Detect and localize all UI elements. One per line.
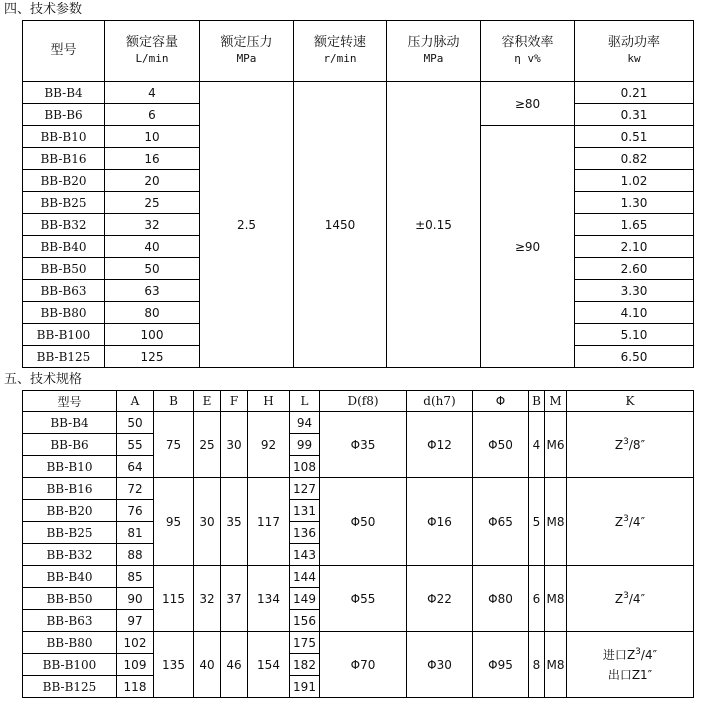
dim-l-cell: 99 [290,434,320,456]
dim-k-cell [567,566,694,632]
thread-base: Z [614,514,624,529]
dim-e-cell: 25 [194,412,221,478]
dim-l-cell: 182 [290,654,320,676]
column-header: F [221,391,248,412]
dim-d-cell: Φ50 [320,478,407,566]
column-header: M [545,391,567,412]
dim-m-cell: M8 [545,632,567,698]
dim-d-small-cell: Φ16 [407,478,473,566]
dim-l-cell: 108 [290,456,320,478]
efficiency-cell: ≥90 [481,126,575,368]
column-header: A [117,391,154,412]
capacity-cell: 16 [105,148,200,170]
thread-fraction: /4″ [640,647,658,662]
dim-h-cell: 134 [248,566,290,632]
dim-b-cell: 75 [154,412,194,478]
dim-a-cell: 50 [117,412,154,434]
dim-phi-cell: Φ80 [473,566,529,632]
column-header: 型号 [23,391,117,412]
model-cell: BB-B125 [23,346,105,368]
dim-m-cell: M8 [545,478,567,566]
column-header-label: 额定压力 [220,35,273,50]
dim-l-cell: 149 [290,588,320,610]
power-cell: 5.10 [575,324,694,346]
table-row [23,566,694,588]
capacity-cell: 100 [105,324,200,346]
model-cell: BB-B80 [23,632,117,654]
column-header-label: 额定转速 [313,35,366,50]
dim-d-small-cell: Φ12 [407,412,473,478]
thread-exponent: 3 [623,513,629,524]
column-header [481,21,575,82]
dim-b-cell: 135 [154,632,194,698]
column-header: E [194,391,221,412]
power-cell: 4.10 [575,302,694,324]
column-header: H [248,391,290,412]
power-cell: 2.60 [575,258,694,280]
capacity-cell: 50 [105,258,200,280]
power-cell: 0.21 [575,82,694,104]
model-cell: BB-B50 [23,258,105,280]
model-cell: BB-B63 [23,280,105,302]
dim-h-cell: 154 [248,632,290,698]
dim-d-cell: Φ55 [320,566,407,632]
dim-phi-cell: Φ95 [473,632,529,698]
thread-base: Z [614,591,624,606]
dim-l-cell: 175 [290,632,320,654]
column-header-unit: L/min [135,52,169,65]
model-cell: BB-B125 [23,676,117,698]
model-cell: BB-B100 [23,324,105,346]
power-cell: 2.10 [575,236,694,258]
model-cell: BB-B25 [23,522,117,544]
column-header: Φ [473,391,529,412]
dim-k-cell [567,632,694,698]
dim-a-cell: 88 [117,544,154,566]
dim-a-cell: 72 [117,478,154,500]
power-cell: 1.30 [575,192,694,214]
dim-e-cell: 32 [194,566,221,632]
thread-spec-line [567,435,693,455]
model-cell: BB-B10 [23,126,105,148]
dim-phi-cell: Φ50 [473,412,529,478]
power-cell: 3.30 [575,280,694,302]
dim-e-cell: 40 [194,632,221,698]
column-header [23,21,105,82]
dim-d-cell: Φ35 [320,412,407,478]
rated-speed-cell: 1450 [294,82,387,368]
dim-b-cell: 95 [154,478,194,566]
dim-l-cell: 131 [290,500,320,522]
power-cell: 0.82 [575,148,694,170]
model-cell: BB-B50 [23,588,117,610]
dim-l-cell: 156 [290,610,320,632]
capacity-cell: 125 [105,346,200,368]
table-header-row [23,21,694,82]
model-cell: BB-B20 [23,170,105,192]
column-header [387,21,481,82]
capacity-cell: 32 [105,214,200,236]
capacity-cell: 63 [105,280,200,302]
table-row [23,412,694,434]
dim-a-cell: 109 [117,654,154,676]
dim-m-cell: M6 [545,412,567,478]
tech-specs-table [22,390,694,698]
dim-a-cell: 81 [117,522,154,544]
power-cell: 1.65 [575,214,694,236]
thread-base: Z [626,647,636,662]
capacity-cell: 20 [105,170,200,192]
model-cell: BB-B32 [23,544,117,566]
dim-k-cell [567,478,694,566]
dim-m-cell: M8 [545,566,567,632]
dim-b-cell: 115 [154,566,194,632]
table-row [23,632,694,654]
dim-a-cell: 76 [117,500,154,522]
capacity-cell: 25 [105,192,200,214]
column-header: L [290,391,320,412]
efficiency-cell: ≥80 [481,82,575,126]
dim-l-cell: 144 [290,566,320,588]
column-header-label: 驱动功率 [607,35,660,50]
thread-outlet-line: 出口Z1″ [607,667,653,682]
dim-d-cell: Φ70 [320,632,407,698]
model-cell: BB-B80 [23,302,105,324]
dim-f-cell: 37 [221,566,248,632]
dim-phi-cell: Φ65 [473,478,529,566]
column-header [200,21,294,82]
thread-fraction: /4″ [628,514,646,529]
dim-a-cell: 102 [117,632,154,654]
dim-f-cell: 35 [221,478,248,566]
model-cell: BB-B10 [23,456,117,478]
column-header-unit: MPa [423,52,444,65]
model-cell: BB-B20 [23,500,117,522]
column-header: D(f8) [320,391,407,412]
capacity-cell: 10 [105,126,200,148]
capacity-cell: 4 [105,82,200,104]
dim-b2-cell: 6 [529,566,545,632]
table-header-row [23,391,694,412]
model-cell: BB-B4 [23,82,105,104]
model-cell: BB-B25 [23,192,105,214]
dim-a-cell: 85 [117,566,154,588]
model-cell: BB-B6 [23,104,105,126]
column-header-label: 型号 [50,43,77,58]
thread-prefix: 进口 [602,647,627,662]
column-header: K [567,391,694,412]
thread-fraction: /4″ [628,591,646,606]
model-cell: BB-B16 [23,148,105,170]
dim-d-small-cell: Φ22 [407,566,473,632]
column-header-label: 压力脉动 [407,35,460,50]
thread-exponent: 3 [623,590,629,601]
capacity-cell: 80 [105,302,200,324]
dim-a-cell: 90 [117,588,154,610]
column-header-unit: kw [627,52,641,65]
column-header: B [154,391,194,412]
thread-exponent: 3 [623,436,629,447]
model-cell: BB-B40 [23,236,105,258]
model-cell: BB-B32 [23,214,105,236]
dim-l-cell: 127 [290,478,320,500]
dim-l-cell: 136 [290,522,320,544]
thread-fraction: /8″ [628,437,646,452]
dim-l-cell: 143 [290,544,320,566]
power-cell: 0.31 [575,104,694,126]
dim-a-cell: 55 [117,434,154,456]
dim-a-cell: 118 [117,676,154,698]
column-header-unit: MPa [236,52,257,65]
thread-base: Z [614,437,624,452]
column-header-unit: η v% [514,52,541,65]
dim-a-cell: 64 [117,456,154,478]
section-title-tech-params: 四、技术参数 [4,2,83,17]
thread-spec-line [567,589,693,609]
dim-e-cell: 30 [194,478,221,566]
power-cell: 6.50 [575,346,694,368]
table-row [23,82,694,104]
column-header [575,21,694,82]
dim-b2-cell: 4 [529,412,545,478]
dim-h-cell: 117 [248,478,290,566]
column-header-unit: r/min [323,52,357,65]
thread-spec-line [567,512,693,532]
thread-exponent: 3 [635,646,641,657]
power-cell: 1.02 [575,170,694,192]
dim-l-cell: 94 [290,412,320,434]
capacity-cell: 40 [105,236,200,258]
column-header: B [529,391,545,412]
column-header [105,21,200,82]
model-cell: BB-B16 [23,478,117,500]
dim-h-cell: 92 [248,412,290,478]
section-title-tech-specs: 五、技术规格 [4,372,83,387]
power-cell: 0.51 [575,126,694,148]
dim-b2-cell: 5 [529,478,545,566]
dim-d-small-cell: Φ30 [407,632,473,698]
model-cell: BB-B40 [23,566,117,588]
model-cell: BB-B63 [23,610,117,632]
dim-b2-cell: 8 [529,632,545,698]
column-header-label: 容积效率 [501,35,554,50]
column-header-label: 额定容量 [125,35,178,50]
dim-k-cell [567,412,694,478]
dim-l-cell: 191 [290,676,320,698]
table-row [23,478,694,500]
capacity-cell: 6 [105,104,200,126]
model-cell: BB-B100 [23,654,117,676]
dim-f-cell: 46 [221,632,248,698]
tech-params-table [22,20,694,368]
thread-spec-line [567,645,693,665]
dim-f-cell: 30 [221,412,248,478]
dim-a-cell: 97 [117,610,154,632]
model-cell: BB-B6 [23,434,117,456]
model-cell: BB-B4 [23,412,117,434]
column-header: d(h7) [407,391,473,412]
pressure-pulse-cell: ±0.15 [387,82,481,368]
rated-pressure-cell: 2.5 [200,82,294,368]
column-header [294,21,387,82]
